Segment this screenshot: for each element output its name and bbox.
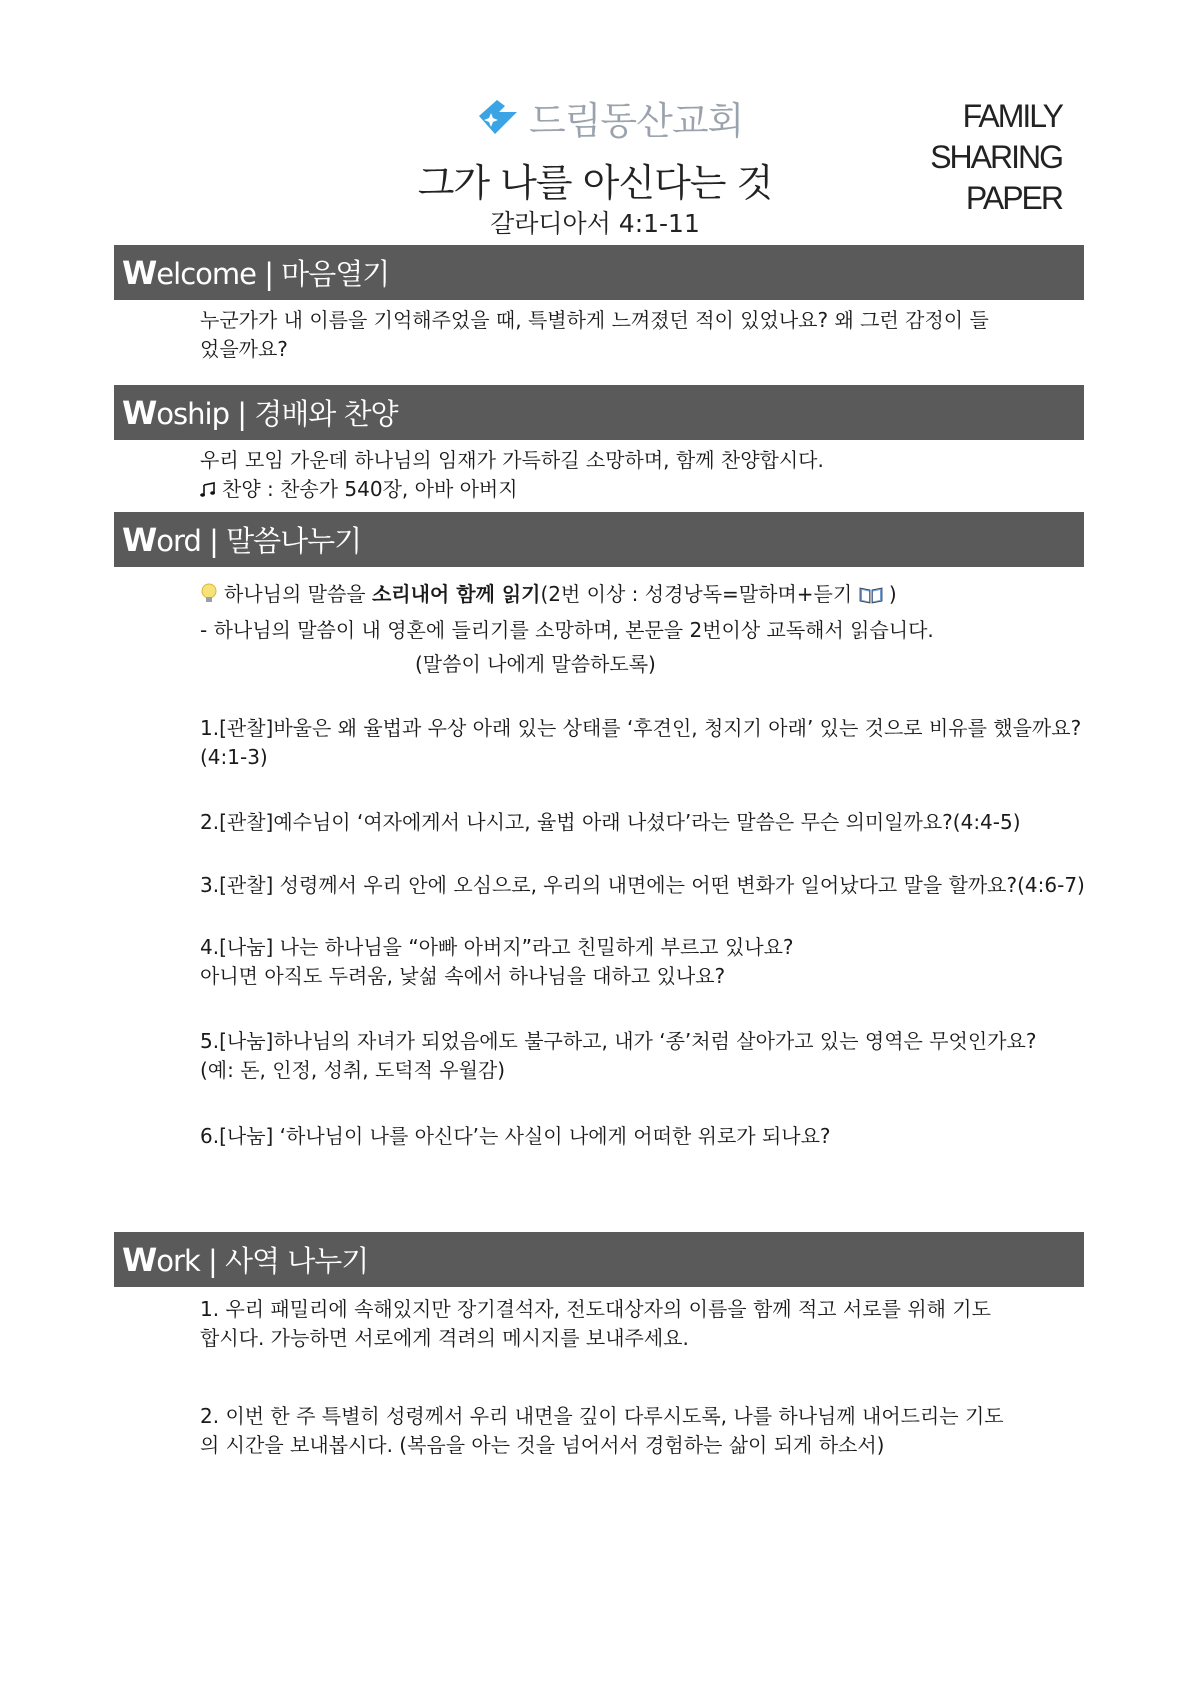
church-logo	[475, 90, 743, 145]
welcome-text	[200, 306, 1100, 364]
welcome-line-2: 었을까요?	[200, 337, 288, 361]
worship-song-text: 찬양 : 찬송가 540장, 아바 아버지	[222, 477, 518, 501]
family-line-2: SHARING	[930, 139, 1062, 175]
word-reading-instruction	[200, 580, 1100, 609]
question-1-line-1: 1.[관찰]바울은 왜 율법과 우상 아래 있는 상태를 ‘후견인, 청지기 아래’ 있는 것으로 비유를 했을까요?	[200, 716, 1082, 740]
question-1	[200, 714, 1100, 772]
welcome-line-1: 누군가가 내 이름을 기억해주었을 때, 특별하게 느껴졌던 적이 있었나요? 왜 그런 감정이 들	[200, 308, 989, 332]
church-name: 드림동산교회	[529, 99, 744, 143]
worship-text	[200, 446, 1100, 504]
family-line-3: PAPER	[965, 180, 1062, 216]
question-6: 6.[나눔] ‘하나님이 나를 아신다’는 사실이 나에게 어떠한 위로가 되나요?	[200, 1124, 831, 1148]
work-item-1-line-2: 합시다. 가능하면 서로에게 격려의 메시지를 보내주세요.	[200, 1326, 689, 1350]
question-4-line-2: 아니면 아직도 두려움, 낯섦 속에서 하나님을 대하고 있나요?	[200, 964, 726, 988]
word-instruction: - 하나님의 말씀이 내 영혼에 들리기를 소망하며, 본문을 2번이상 교독해서 읽습니다.	[200, 618, 934, 642]
work-item-1	[200, 1295, 1100, 1353]
worship-heading: oship | 경배와 찬양	[156, 397, 398, 431]
question-5-line-2: (예: 돈, 인정, 성취, 도덕적 우월감)	[200, 1058, 506, 1082]
word-instruction-note: (말씀이 나에게 말씀하도록)	[415, 652, 656, 676]
work-section-header	[114, 1232, 1084, 1287]
read-prefix: 하나님의 말씀을	[224, 582, 372, 606]
page-title: 그가 나를 아신다는 것	[417, 161, 773, 205]
worship-line-1: 우리 모임 가운데 하나님의 임재가 가득하길 소망하며, 함께 찬양합시다.	[200, 448, 824, 472]
read-bold: 소리내어 함께 읽기	[371, 582, 541, 606]
word-section-header	[114, 512, 1084, 567]
welcome-initial: W	[122, 253, 157, 292]
work-item-2-line-1: 2. 이번 한 주 특별히 성령께서 우리 내면을 깊이 다루시도록, 나를 하나님께 내어드리는 기도	[200, 1404, 1004, 1428]
work-heading: ork | 사역 나누기	[156, 1244, 369, 1278]
question-5-line-1: 5.[나눔]하나님의 자녀가 되었음에도 불구하고, 내가 ‘종’처럼 살아가고 있는 영역은 무엇인가요?	[200, 1029, 1037, 1053]
read-close: )	[888, 582, 897, 606]
work-initial: W	[122, 1240, 157, 1279]
question-1-line-2: (4:1-3)	[200, 745, 268, 769]
work-item-1-line-1: 1. 우리 패밀리에 속해있지만 장기결석자, 전도대상자의 이름을 함께 적고 서로를 위해 기도	[200, 1297, 991, 1321]
question-2: 2.[관찰]예수님이 ‘여자에게서 나시고, 율법 아래 나셨다’라는 말씀은 무슨 의미일까요?(4:4-5)	[200, 810, 1021, 834]
question-4-line-1: 4.[나눔] 나는 하나님을 “아빠 아버지”라고 친밀하게 부르고 있나요?	[200, 935, 794, 959]
work-item-2	[200, 1402, 1100, 1460]
question-4	[200, 933, 1100, 991]
question-3: 3.[관찰] 성령께서 우리 안에 오심으로, 우리의 내면에는 어떤 변화가 일어났다고 말을 할까요?(4:6-7)	[200, 873, 1085, 897]
family-line-1: FAMILY	[962, 98, 1062, 134]
music-note-icon	[200, 475, 216, 504]
scripture-reference: 갈라디아서 4:1-11	[490, 209, 700, 238]
open-book-icon	[852, 582, 889, 606]
word-initial: W	[122, 520, 157, 559]
word-heading: ord | 말씀나누기	[156, 524, 362, 558]
work-item-2-line-2: 의 시간을 보내봅시다. (복음을 아는 것을 넘어서서 경험하는 삶이 되게 하소서)	[200, 1433, 885, 1457]
worship-initial: W	[122, 393, 157, 432]
church-logo-icon	[475, 96, 521, 140]
question-5	[200, 1027, 1100, 1085]
worship-section-header	[114, 385, 1084, 440]
light-bulb-icon	[200, 580, 218, 609]
read-suffix: (2번 이상 : 성경낭독=말하며+듣기	[540, 582, 853, 606]
welcome-section-header	[114, 245, 1084, 300]
worship-song	[200, 475, 1100, 504]
welcome-heading: elcome | 마음열기	[156, 257, 390, 291]
